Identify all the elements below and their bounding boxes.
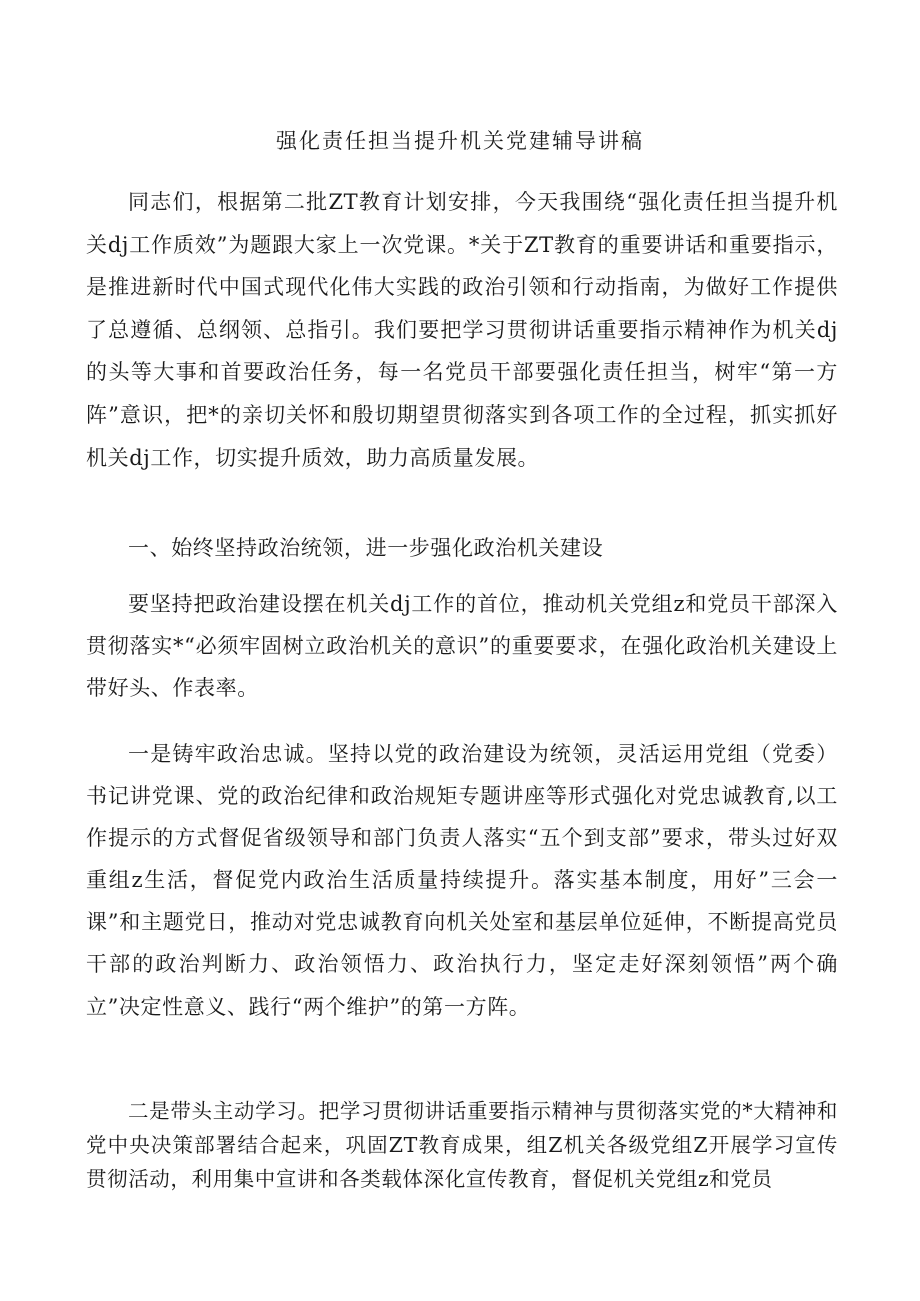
point-one-paragraph: 一是铸牢政治忠诚。坚持以党的政治建设为统领，灵活运用党组（党委）书记讲党课、党的政治纪律和政治规矩专题讲座等形式强化对党忠诚教育,以工作提示的方式督促省级领导和部门负责人落实“五个到支部”要求，带头过好双重组z生活，督促党内政治生活质量持续提升。落实基本制度，用好”三会一课”和主题党日，推动对党忠诚教育向机关处室和基层单位延伸，不断提高党员干部的政治判断力、政治领悟力、政治执行力，坚定走好深刻领悟”两个确立”决定性意义、践行“两个维护”的第一方阵。 [86,742,838,1019]
document-title: 强化责任担当提升机关党建辅导讲稿 [276,129,644,153]
requirement-paragraph: 要坚持把政治建设摆在机关dj工作的首位，推动机关党组z和党员干部深入贯彻落实*“必须牢固树立政治机关的意识”的重要要求，在强化政治机关建设上带好头、作表率。 [86,592,838,700]
section-heading-one: 一、始终坚持政治统领，进一步强化政治机关建设 [128,536,604,560]
point-two-paragraph: 二是带头主动学习。把学习贯彻讲话重要指示精神与贯彻落实党的*大精神和党中央决策部署结合起来，巩固ZT教育成果，组Z机关各级党组Z开展学习宣传贯彻活动，利用集中宣讲和各类载体深化宣传教育，督促机关党组z和党员 [86,1099,838,1191]
intro-paragraph: 同志们，根据第二批ZT教育计划安排，今天我围绕“强化责任担当提升机关dj工作质效”为题跟大家上一次党课。*关于ZT教育的重要讲话和重要指示，是推进新时代中国式现代化伟大实践的政治引领和行动指南，为做好工作提供了总遵循、总纲领、总指引。我们要把学习贯彻讲话重要指示精神作为机关dj的头等大事和首要政治任务，每一名党员干部要强化责任担当，树牢“第一方阵”意识，把*的亲切关怀和殷切期望贯彻落实到各项工作的全过程，抓实抓好机关dj工作，切实提升质效，助力高质量发展。 [86,190,838,470]
